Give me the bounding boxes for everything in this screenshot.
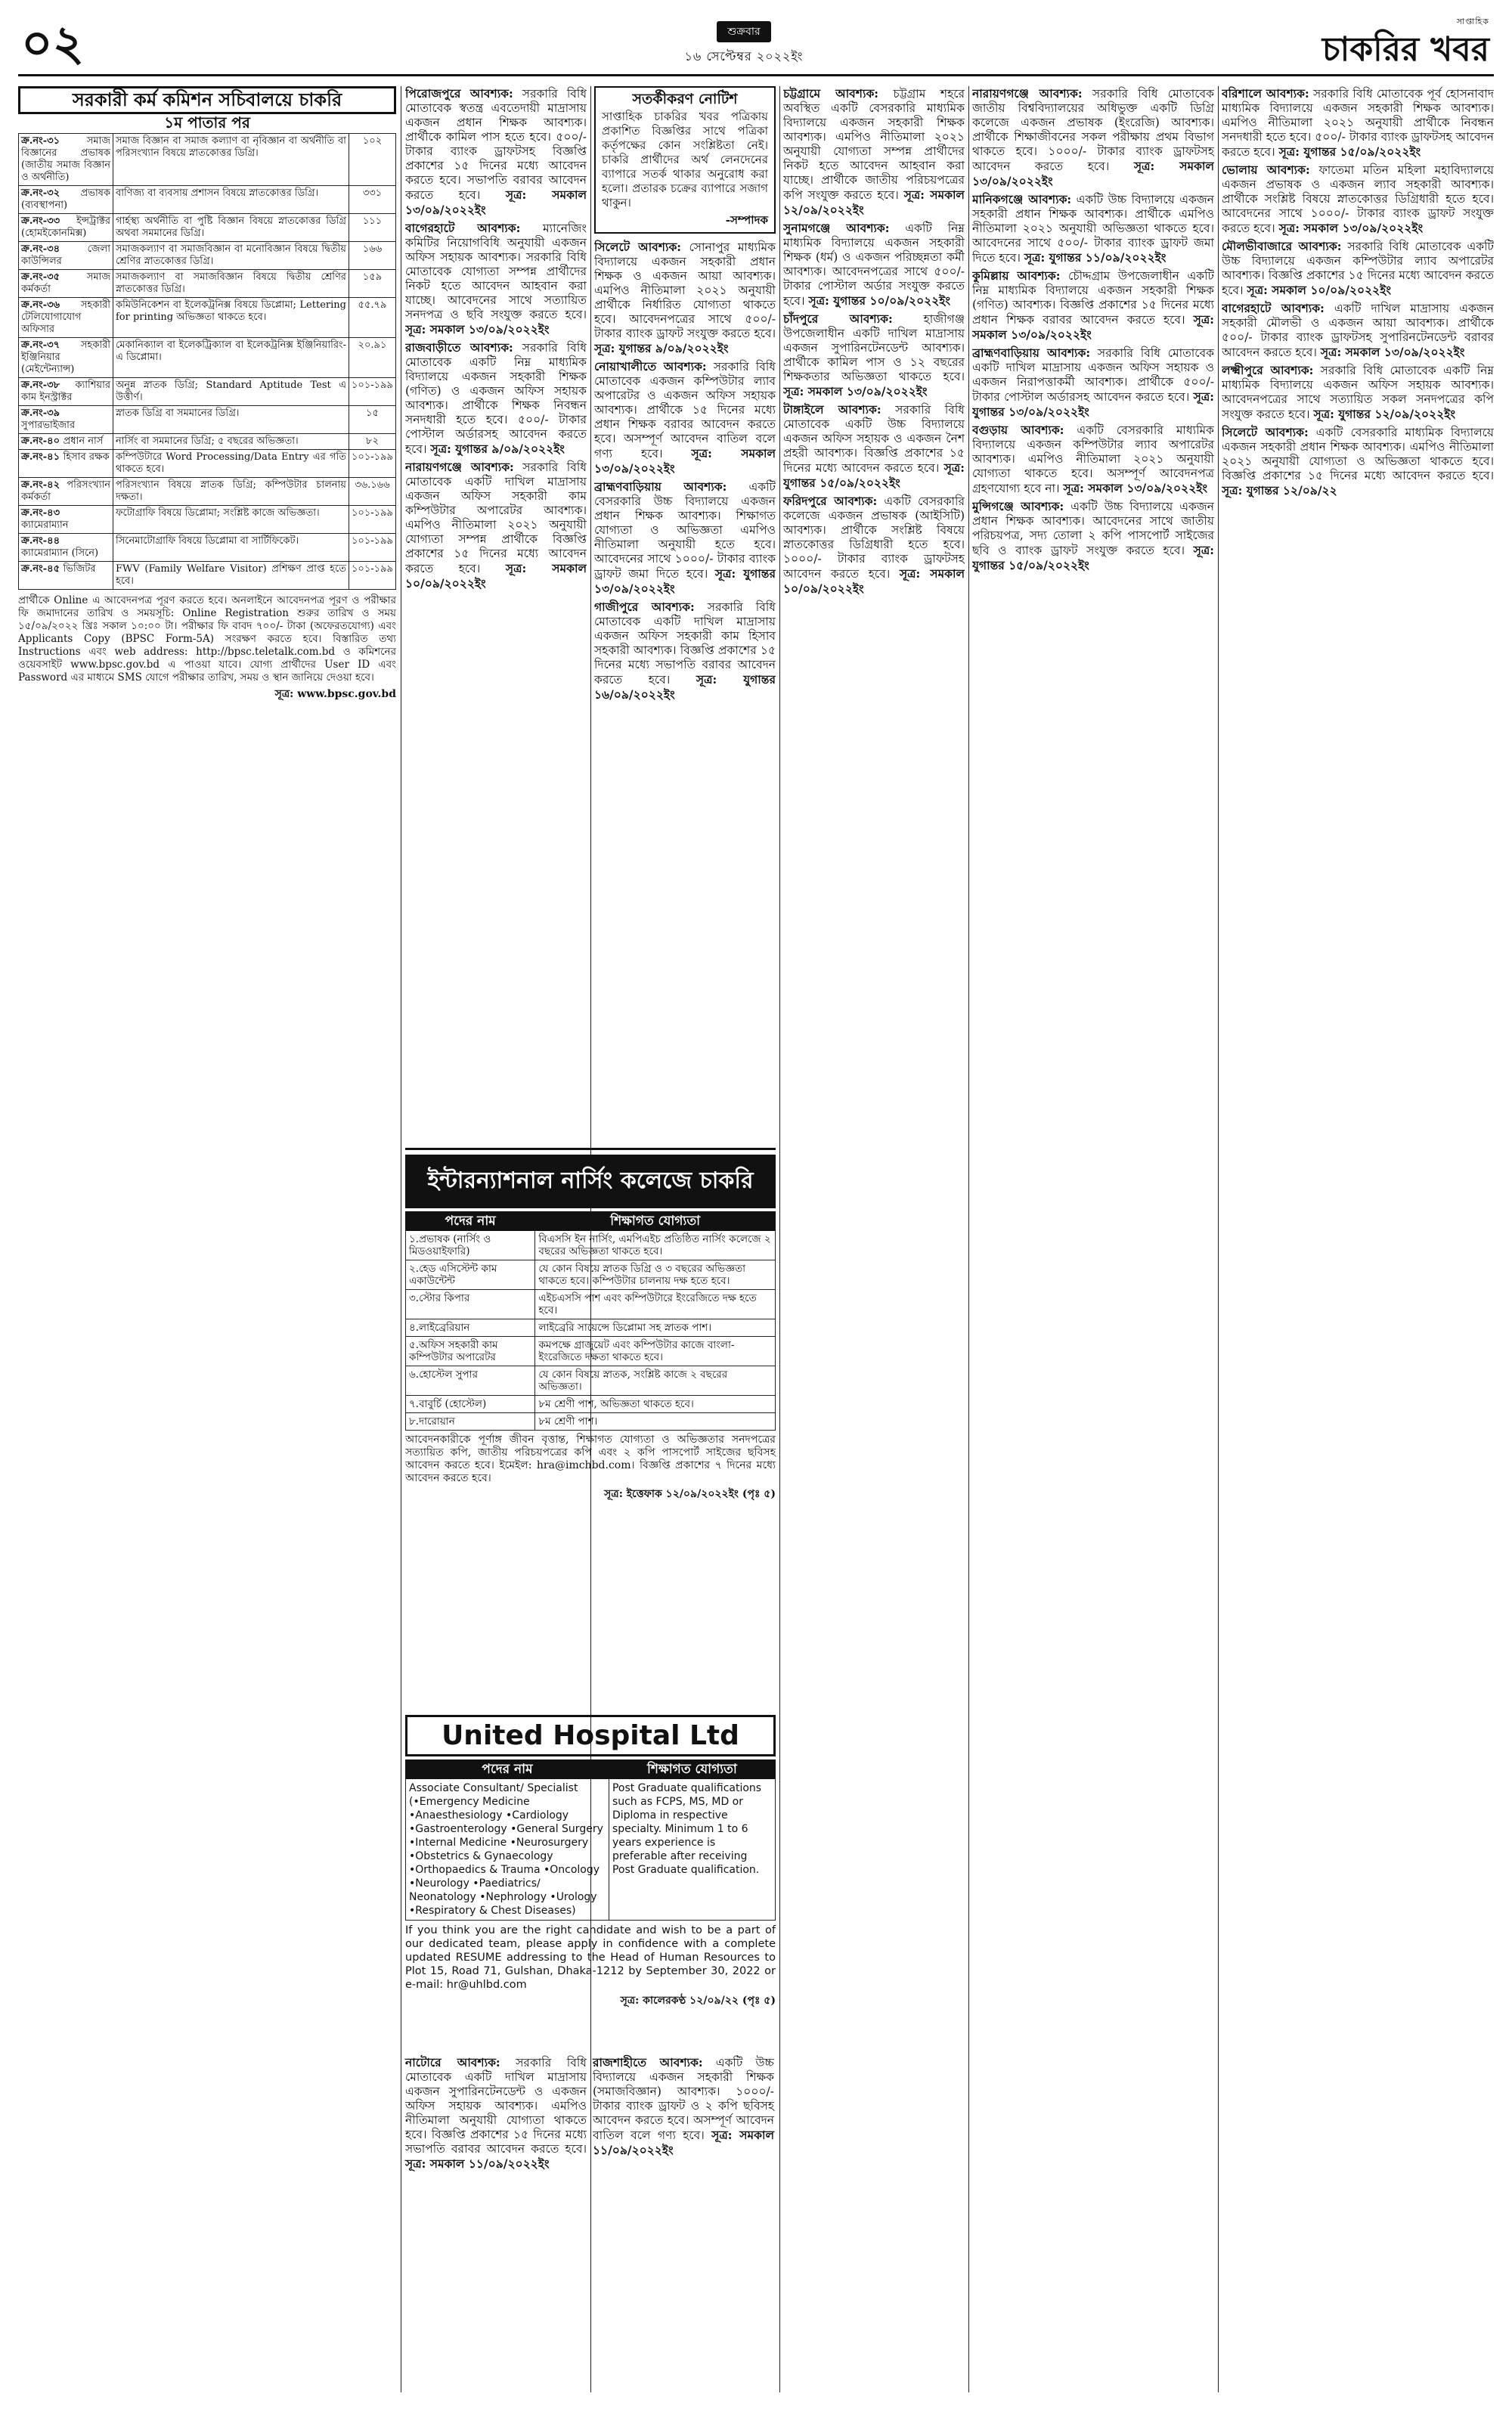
ad-body: একটি দাখিল মাদ্রাসায় একজন সহকারী মৌলভী ও একজন আয়া আবশ্যক। প্রার্থীকে ৫০০/- টাকার ব্যাংক ড্রাফটসহ সুপারিনটেনডেন্ট বরাবর আবেদন করতে হবে। [1222, 302, 1494, 359]
column-header-post: পদের নাম [406, 1760, 609, 1779]
ad-source: সূত্র: সমকাল ১৩/০৯/২০২২ইং [1063, 481, 1208, 495]
united-hospital-ad [405, 1715, 776, 2010]
ads-list [594, 240, 776, 702]
post-cell [19, 298, 113, 338]
ad-headline: লক্ষ্মীপুরে আবশ্যক: [1222, 363, 1314, 377]
post-cell [19, 134, 113, 186]
ad-body: সরকারি বিধি মোতাবেক স্বতন্ত্র এবতেদায়ী মাদ্রাসায় একজন প্রধান শিক্ষক আবশ্যক। প্রার্থীকে কামিল পাস হতে হবে। ৫০০/- টাকার ব্যাংক ড্রাফটসহ বিজ্ঞপ্তি প্রকাশের ১৫ দিনের মধ্যে আবেদন করতে হবে। সভাপতি বরাবর আবেদন করতে হবে। [405, 87, 587, 202]
post-serial: ক্র.নং-৩৫ [21, 271, 87, 283]
code-cell: ১০১-১৯৯ [349, 534, 395, 562]
ad-headline: সিলেটে আবশ্যক: [1222, 425, 1309, 439]
job-ad [405, 340, 587, 457]
post-cell [19, 478, 113, 506]
code-cell: ৩৬.১৬৬ [349, 478, 395, 506]
ad-headline: মুন্সিগঞ্জে আবশ্যক: [972, 499, 1064, 513]
post-cell: ৭.বাবুর্চি (হোস্টেল) [406, 1396, 535, 1413]
code-cell: ১৫৯ [349, 270, 395, 298]
requirement-cell: গার্হস্থ্য অর্থনীতি বা পুষ্টি বিজ্ঞান বিষয়ে স্নাতকোত্তর ডিগ্রি অথবা সমমানের ডিগ্রি। [113, 214, 349, 242]
code-cell: ১০২ [349, 134, 395, 186]
issue-date-text: ১৬ সেপ্টেম্বর ২০২২ইং [684, 49, 804, 64]
ad-headline: গাজীপুরে আবশ্যক: [594, 600, 695, 614]
brand-name: চাকরির খবর [1321, 30, 1489, 69]
requirement-cell: লাইব্রেরি সায়েন্সে ডিপ্লোমা সহ স্নাতক পাশ। [535, 1319, 776, 1337]
column-header-qualification: শিক্ষাগত যোগ্যতা [535, 1212, 776, 1231]
ad-headline: নোয়াখালীতে আবশ্যক: [594, 359, 707, 374]
ad-source: সূত্র: সমকাল ১৩/০৯/২০২২ইং [594, 446, 776, 476]
bpsc-notes: প্রার্থীকে Online এ আবেদনপত্র পূরণ করতে হবে। অনলাইনে আবেদনপত্র পূরণ ও পরীক্ষার ফি জমাদানের তারিখ ও সময়সূচি: Online Registration শুরুর তারিখ ও সময় ১৫/০৯/২০২২ খ্রিঃ সকাল ১০:০০ টা। পরীক্ষার ফি বাবদ ৭০০/- টাকা (অফেরতযোগ্য) এবং Applicants Copy (BPSC Form-5A) সংরক্ষণ করতে হবে। বিস্তারিত তথ্য Instructions এবং web address: http://bpsc.teletalk.com.bd ও কমিশনের ওয়েবসাইট www.bpsc.gov.bd এ পাওয়া যাবে। যোগ্য প্রার্থীদের User ID এবং Password এর মাধ্যমে SMS যোগে পরীক্ষার তারিখ, সময় ও স্থান জানিয়ে দেওয়া হবে। [18, 594, 396, 684]
table-row [406, 1396, 776, 1413]
job-ad [1222, 163, 1494, 236]
post-serial: ক্র.নং-৪৪ [21, 535, 60, 547]
code-cell: ৮২ [349, 434, 395, 450]
job-ad [783, 221, 965, 308]
ads-column-6 [1222, 86, 1494, 2392]
job-ad [783, 402, 965, 491]
post-serial: ক্র.নং-৪০ [21, 436, 64, 447]
nursing-apply-instructions: আবেদনকারীকে পূর্ণাঙ্গ জীবন বৃত্তান্ত, শিক্ষাগত যোগ্যতা ও অভিজ্ঞতার সনদপত্রের সত্যায়িত কপি, জাতীয় পরিচয়পত্রের কপি এবং ২ কপি পাসপোর্ট সাইজের ছবিসহ আবেদন করতে হবে। ইমেইল: hra@imchbd.com। বিজ্ঞপ্তি প্রকাশের ৭ দিনের মধ্যে আবেদন করতে হবে। [405, 1434, 776, 1484]
post-cell: ৫.অফিস সহকারী কাম কম্পিউটার অপারেটর [406, 1337, 535, 1366]
table-row [19, 298, 396, 338]
ad-source: সূত্র: যুগান্তর ৯/০৯/২০২২ইং [430, 442, 565, 456]
ads-column-3 [594, 86, 776, 1141]
ad-source: সূত্র: যুগান্তর ১২/০৯/২২ [1222, 483, 1337, 498]
post-name: ক্যামেরাম্যান (সিনে) [21, 547, 99, 559]
post-name: সমাজ বিজ্ঞানের প্রভাষক (জাতীয় সমাজ বিজ্ঞান ও অর্থনীতি) [21, 135, 110, 183]
job-ad [594, 240, 776, 356]
requirement-cell: স্নাতক ডিগ্রি বা সমমানের ডিগ্রি। [113, 406, 349, 434]
requirement-cell: সিনেমাটোগ্রাফি বিষয়ে ডিপ্লোমা বা সার্টিফিকেট। [113, 534, 349, 562]
post-cell: ৮.দারোয়ান [406, 1413, 535, 1431]
ad-source: সূত্র: যুগান্তর ১৩/০৯/২০২২ইং [972, 389, 1214, 419]
united-hospital-table [405, 1759, 776, 1921]
table-row [406, 1231, 776, 1260]
ad-source: সূত্র: সমকাল ১০/০৯/২০২২ইং [1247, 283, 1391, 297]
ad-body: একটি বেসরকারি মাধ্যমিক বিদ্যালয়ে একজন কম্পিউটার ল্যাব অপারেটর আবশ্যক। এমপিও নীতিমালা ২০২১ অনুযায়ী যোগ্যতা থাকতে হবে। অসম্পূর্ণ আবেদনপত্র গ্রহণযোগ্য হবে না। [972, 423, 1214, 495]
ad-headline: নারায়ণগঞ্জে আবশ্যক: [972, 86, 1083, 101]
code-cell: ৩৩১ [349, 186, 395, 214]
ad-source: সূত্র: সমকাল ১১/০৯/২০২২ইং [405, 2156, 550, 2171]
post-name: ক্যামেরাম্যান [21, 519, 69, 531]
ad-source: সূত্র: সমকাল ১৩/০৯/২০২২ইং [972, 312, 1214, 342]
job-ad [783, 86, 965, 218]
ad-source: সূত্র: সমকাল ১০/০৯/২০২২ইং [783, 566, 965, 596]
ad-headline: ব্রাহ্মণবাড়িয়ায় আবশ্যক: [594, 479, 727, 494]
bpsc-column [18, 86, 396, 2392]
ad-headline: মৌলভীবাজারে আবশ্যক: [1222, 239, 1342, 253]
ad-body: সরকারি বিধি মোতাবেক একটি নিম্ন মাধ্যমিক বিদ্যালয়ে একজন সহকারী শিক্ষক (গণিত) ও একজন অফিস সহায়ক আবশ্যক। প্রার্থীকে শিক্ষক নিবন্ধন সনদধারী হতে হবে। ৫০০/- টাকার পোস্টাল অর্ডারসহ আবেদন করতে হবে। [405, 341, 587, 456]
post-serial: ক্র.নং-৪৩ [21, 507, 60, 519]
post-name: ভিজিটর [63, 563, 96, 575]
ad-body: সরকারি বিধি মোতাবেক জাতীয় বিশ্ববিদ্যালয়ের অধিভুক্ত একটি ডিগ্রি কলেজে একজন প্রভাষক (ইংরেজি) আবশ্যক। প্রার্থীকে শিক্ষাজীবনের সকল পরীক্ষায় প্রথম বিভাগ থাকতে হবে। ১০০০/- টাকার ব্যাংক ড্রাফটসহ আবেদন করতে হবে। [972, 87, 1214, 173]
ad-source: সূত্র: সমকাল ১৩/০৯/২০২২ইং [405, 322, 550, 336]
post-cell [19, 242, 113, 270]
post-cell [19, 270, 113, 298]
job-ad [972, 346, 1214, 420]
nursing-source: সূত্র: ইত্তেফাক ১২/০৯/২০২২ইং (পৃঃ ৫) [604, 1488, 776, 1500]
ad-source: সূত্র: যুগান্তর ১৩/০৯/২০২২ইং [594, 566, 776, 596]
post-serial: ক্র.নং-৩১ [21, 135, 87, 147]
table-row [19, 186, 396, 214]
table-row [19, 434, 396, 450]
nursing-ad-title: ইন্টারন্যাশনাল নার্সিং কলেজে চাকরি [405, 1155, 776, 1208]
table-row [19, 562, 396, 590]
post-serial: ক্র.নং-৩৬ [21, 299, 81, 311]
ad-source: সূত্র: সমকাল ১০/০৯/২০২২ইং [405, 561, 587, 591]
ad-source: সূত্র: সমকাল ১২/০৯/২০২২ইং [783, 188, 965, 217]
issue-day: শুক্রবার [717, 21, 770, 42]
job-ad [405, 460, 587, 591]
post-name: হিসাব রক্ষক [63, 451, 110, 463]
table-row [406, 1260, 776, 1290]
requirement-cell: কম্পিউটারে Word Processing/Data Entry এর গতি থাকতে হবে। [113, 450, 349, 478]
code-cell: ১৬৬ [349, 242, 395, 270]
warning-notice [594, 86, 776, 234]
code-cell: ১০১-১৯৯ [349, 378, 395, 406]
job-ad [972, 192, 1214, 265]
ad-source: সূত্র: সমকাল ১৩/০৯/২০২২ইং [783, 384, 928, 398]
requirement-cell: নার্সিং বা সমমানের ডিগ্রি; ৫ বছরের অভিজ্ঞতা। [113, 434, 349, 450]
ad-source: সূত্র: যুগান্তর ৯/০৯/২০২২ইং [594, 341, 729, 355]
post-cell [19, 434, 113, 450]
table-row [406, 1413, 776, 1431]
nursing-college-ad [405, 1148, 776, 1503]
newspaper-page [18, 14, 1494, 2395]
post-name: প্রভাষক (ব্যবস্থাপনা) [21, 188, 110, 211]
requirement-cell: পরিসংখ্যান বিষয়ে স্নাতক ডিগ্রি; কম্পিউটার চালনায় দক্ষতা। [113, 478, 349, 506]
page-number: ০২ [21, 15, 85, 72]
united-source: সূত্র: কালেরকণ্ঠ ১২/০৯/২২ (পৃঃ ৫) [620, 1995, 776, 2007]
job-ad [1222, 363, 1494, 422]
post-cell: ৪.লাইব্রেরিয়ান [406, 1319, 535, 1337]
ad-body: চট্টগ্রাম শহরে অবস্থিত একটি বেসরকারি মাধ্যমিক বিদ্যালয়ে একজন সহকারী শিক্ষক আবশ্যক। এমপিও নীতিমালা ২০২১ অনুযায়ী যোগ্যতা সম্পন্ন প্রার্থীদের নিকট হতে আবেদন আহবান করা যাচ্ছে। প্রার্থীকে জাতীয় পরিচয়পত্রের কপি সংযুক্ত করতে হবে। [783, 87, 965, 202]
ad-body: হাজীগঞ্জ উপজেলাধীন একটি দাখিল মাদ্রাসায় একজন সুপারিনটেনডেন্ট আবশ্যক। প্রার্থীকে কামিল পাস ও ১২ বছরের শিক্ষকতার অভিজ্ঞতা থাকতে হবে। [783, 312, 965, 383]
masthead [18, 14, 1494, 76]
post-cell [19, 450, 113, 478]
requirement-cell: যে কোন বিষয়ে স্নাতক, সংশ্লিষ্ট কাজে ২ বছরের অভিজ্ঞতা। [535, 1366, 776, 1396]
ad-source: সূত্র: সমকাল ১১/০৯/২০২২ইং [593, 2128, 774, 2157]
job-ad [405, 2055, 587, 2172]
ad-headline: বাগেরহাটে আবশ্যক: [405, 221, 521, 235]
ad-headline: নারায়ণগঞ্জে আবশ্যক: [405, 460, 514, 474]
column-divider [968, 86, 969, 2392]
ad-body: সরকারি বিধি মোতাবেক একটি উচ্চ বিদ্যালয়ে একজন কম্পিউটার ল্যাব অপারেটর আবশ্যক। বিজ্ঞপ্তি প্রকাশের ১৫ দিনের মধ্যে আবেদন করতে হবে। [1222, 240, 1494, 297]
job-ad [594, 359, 776, 476]
ad-source: সূত্র: যুগান্তর ১৫/০৯/২০২২ইং [972, 543, 1214, 572]
post-serial: ক্র.নং-৩২ [21, 188, 81, 199]
job-ad [783, 312, 965, 399]
ad-source: সূত্র: যুগান্তর ১১/০৯/২০২২ইং [1024, 250, 1167, 265]
requirement-cell: যে কোন বিষয়ে স্নাতক ডিগ্রি ও ৩ বছরের অভিজ্ঞতা থাকতে হবে। কম্পিউটার চালনায় দক্ষ হতে হবে। [535, 1260, 776, 1290]
ad-body: একটি উচ্চ বিদ্যালয়ে একজন সহকারী প্রধান শিক্ষক আবশ্যক। প্রার্থীকে এমপিও নীতিমালা ২০২১ অনুযায়ী অভিজ্ঞতা থাকতে হবে। আবেদনের সাথে ৫০০/- টাকার ব্যাংক ড্রাফট জমা দিতে হবে। [972, 193, 1214, 265]
bpsc-posts-table [18, 133, 396, 590]
ad-body: একটি বেসরকারি কলেজে একজন প্রভাষক (আইসিটি) আবশ্যক। প্রার্থীকে সংশ্লিষ্ট বিষয়ে স্নাতকোত্তর ডিগ্রিধারী হতে হবে। ১০০০/- টাকার ব্যাংক ড্রাফটসহ আবেদন করতে হবে। [783, 495, 965, 581]
job-ad [593, 2055, 774, 2158]
column-divider [1218, 86, 1219, 2392]
post-cell [19, 214, 113, 242]
table-row [19, 378, 396, 406]
ad-body: একটি বেসরকারি মাধ্যমিক বিদ্যালয়ে একজন সহকারী প্রধান শিক্ষক আবশ্যক। এমপিও নীতিমালা ২০২১ অনুযায়ী যোগ্যতা ও অভিজ্ঞতা থাকতে হবে। বিজ্ঞপ্তি প্রকাশের ১৫ দিনের মধ্যে আবেদন করতে হবে। [1222, 426, 1494, 482]
ad-source: সূত্র: সমকাল ১৩/০৯/২০২২ইং [1278, 221, 1424, 235]
requirement-cell: মেকানিক্যাল বা ইলেকট্রিক্যাল বা ইলেকট্রনিক্স ইঞ্জিনিয়ারিং-এ ডিপ্লোমা। [113, 338, 349, 378]
ad-body: সরকারি বিধি মোতাবেক একটি নিম্ন মাধ্যমিক বিদ্যালয়ে একজন অফিস সহায়ক আবশ্যক। আবেদনপত্রের সাথে সত্যায়িত সকল সনদপত্রের কপি সংযুক্ত করতে হবে। [1222, 364, 1494, 421]
united-requirements: Post Graduate qualifications such as FCPS, MS, MD or Diploma in respective specialty. Minimum 1 to 6 years experience is preferable after receiving Post Graduate qualification. [609, 1779, 775, 1921]
bottom-ad-column [405, 2055, 587, 2175]
job-ad [972, 423, 1214, 496]
ad-source: সূত্র: সমকাল ১৩/০৯/২০২২ইং [1320, 345, 1465, 359]
table-row [19, 242, 396, 270]
post-cell [19, 338, 113, 378]
ad-body: সরকারি বিধি মোতাবেক একটি উচ্চ বিদ্যালয়ে একজন অফিস সহায়ক ও একজন নৈশ প্রহরী আবশ্যক। বিজ্ঞপ্তি প্রকাশের ১৫ দিনের মধ্যে আবেদন করতে হবে। [783, 403, 965, 475]
nursing-posts-table [405, 1211, 776, 1431]
table-row [19, 534, 396, 562]
ad-body: সরকারি বিধি মোতাবেক একজন কম্পিউটার ল্যাব অপারেটর ও একজন অফিস সহায়ক আবশ্যক। প্রার্থীকে ১৫ দিনের মধ্যে প্রধান শিক্ষক বরাবর আবেদন করতে হবে। অসম্পূর্ণ আবেদন বাতিল বলে গণ্য হবে। [594, 360, 776, 460]
bpsc-source: সূত্র: www.bpsc.gov.bd [274, 688, 396, 700]
issue-date [631, 21, 857, 67]
code-cell: ২০.৯১ [349, 338, 395, 378]
code-cell: ১০১-১৯৯ [349, 450, 395, 478]
job-ad [972, 268, 1214, 343]
ad-source: সূত্র: যুগান্তর ১৬/০৯/২০২২ইং [594, 672, 776, 702]
job-ad [1222, 301, 1494, 360]
requirement-cell: ৮ম শ্রেণী পাশ। [535, 1413, 776, 1431]
ad-body: ফাতেমা মতিন মহিলা মহাবিদ্যালয়ে একজন প্রভাষক ও একজন ল্যাব সহকারী আবশ্যক। প্রার্থীকে সংশ্লিষ্ট বিষয়ে স্নাতকোত্তর ডিগ্রিধারী হতে হবে। আবেদনের সাথে ১০০০/- টাকার ব্যাংক ড্রাফট সংযুক্ত করতে হবে। [1222, 163, 1494, 235]
code-cell: ১০১-১৯৯ [349, 562, 395, 590]
table-row [19, 214, 396, 242]
table-row [406, 1290, 776, 1319]
post-cell: ১.প্রভাষক (নার্সিং ও মিডওয়াইফারি) [406, 1231, 535, 1260]
requirement-cell: বিএসসি ইন নার্সিং, এমপিএইচ প্রতিষ্ঠিত নার্সিং কলেজে ২ বছরের অভিজ্ঞতা থাকতে হবে। [535, 1231, 776, 1260]
code-cell: ৫৫.৭৯ [349, 298, 395, 338]
job-ad [972, 499, 1214, 573]
bottom-ads [405, 2055, 776, 2175]
post-cell: ৬.হোস্টেল সুপার [406, 1366, 535, 1396]
united-apply-instructions: If you think you are the right candidate and wish to be a part of our dedicated team, please apply in confidence with a complete updated RESUME addressing to the Head of Human Resources to Plot 15, Road 71, Gulshan, Dhaka-1212 by September 30, 2022 or e-mail: hr@uhlbd.com [405, 1924, 776, 1991]
post-name: জেলা কাউন্সিলর [21, 243, 110, 267]
united-posts: Associate Consultant/ Specialist (•Emergency Medicine •Anaesthesiology •Cardiology •Gastroenterology •General Surgery •Internal Medicine •Neurosurgery •Obstetrics & Gynaecology •Orthopaedics & Trauma •Oncology •Neurology •Paediatrics/ Neonatology •Nephrology •Urology •Respiratory & Chest Diseases) [406, 1779, 609, 1921]
ad-headline: ভোলায় আবশ্যক: [1222, 163, 1310, 177]
ad-source: সূত্র: যুগান্তর ১২/০৯/২০২২ইং [1313, 407, 1456, 421]
requirement-cell: সমাজকল্যাণ বা সমাজবিজ্ঞান বা মনোবিজ্ঞান বিষয়ে দ্বিতীয় শ্রেণির স্নাতকোত্তর ডিগ্রি। [113, 242, 349, 270]
bpsc-subtitle: ১ম পাতার পর [164, 113, 250, 132]
requirement-cell: বাণিজ্য বা ব্যবসায় প্রশাসন বিষয়ে স্নাতকোত্তর ডিগ্রি। [113, 186, 349, 214]
post-serial: ক্র.নং-৪২ [21, 479, 67, 491]
post-name: ইন্সট্রাক্টর (হোমইকোনমিক্স) [21, 215, 110, 239]
column-divider [779, 86, 780, 2392]
job-ad [1222, 425, 1494, 498]
requirement-cell: অনুন্ন স্নাতক ডিগ্রি; Standard Aptitude Test এ উত্তীর্ণ। [113, 378, 349, 406]
post-cell [19, 562, 113, 590]
notice-signature: -সম্পাদক [725, 213, 768, 227]
ad-body: সরকারি বিধি মোতাবেক একটি দাখিল মাদ্রাসায় একজন অফিস সহকারী কাম কম্পিউটার অপারেটর আবশ্যক। এমপিও নীতিমালা ২০২১ অনুযায়ী যোগ্যতা সম্পন্ন প্রার্থীকে বিজ্ঞপ্তি প্রকাশের ১৫ দিনের মধ্যে আবেদন করতে হবে। [405, 460, 587, 575]
post-serial: ক্র.নং-৩৯ [21, 408, 60, 419]
post-serial: ক্র.নং-৩৩ [21, 215, 76, 227]
table-row [19, 406, 396, 434]
job-ad [405, 86, 587, 218]
ad-body: একটি বেসরকারি উচ্চ বিদ্যালয়ে একজন প্রধান শিক্ষক আবশ্যক। শিক্ষাগত যোগ্যতা ও অভিজ্ঞতা এমপিও নীতিমালা অনুযায়ী হতে হবে। আবেদনের সাথে ১০০০/- টাকার ব্যাংক ড্রাফট জমা দিতে হবে। [594, 480, 776, 581]
ad-headline: চাঁদপুরে আবশ্যক: [783, 312, 893, 326]
table-row [19, 338, 396, 378]
table-row [406, 1319, 776, 1337]
ad-source: সূত্র: যুগান্তর ১৫/০৯/২০২২ইং [783, 460, 965, 490]
ad-headline: সিলেটে আবশ্যক: [594, 240, 682, 254]
post-serial: ক্র.নং-৩৭ [21, 339, 81, 351]
ad-source: সূত্র: যুগান্তর ১৫/০৯/২০২২ইং [1278, 144, 1421, 159]
table-row [19, 450, 396, 478]
requirement-cell: কমপক্ষে গ্রাজুয়েট এবং কম্পিউটার কাজে বাংলা-ইংরেজিতে দক্ষতা থাকতে হবে। [535, 1337, 776, 1366]
requirement-cell: FWV (Family Welfare Visitor) প্রশিক্ষণ প্রাপ্ত হতে হবে। [113, 562, 349, 590]
table-row [19, 506, 396, 534]
ads-column-5 [972, 86, 1214, 2392]
job-ad [594, 479, 776, 597]
post-name: সহকারী টেলিযোগাযোগ অফিসার [21, 299, 110, 335]
bpsc-title: সরকারী কর্ম কমিশন সচিবালয়ে চাকরি [18, 86, 396, 114]
table-row [406, 1366, 776, 1396]
ad-source: সূত্র: সমকাল ১৩/০৯/২০২২ইং [405, 188, 587, 217]
column-header-post: পদের নাম [406, 1212, 535, 1231]
requirement-cell: ৮ম শ্রেণী পাশ, অভিজ্ঞতা থাকতে হবে। [535, 1396, 776, 1413]
ad-headline: টাঙ্গাইলে আবশ্যক: [783, 402, 881, 417]
ad-body: সরকারি বিধি মোতাবেক একটি দাখিল মাদ্রাসায় একজন অফিস সহকারী কাম হিসাব সহকারী আবশ্যক। বিজ্ঞপ্তি প্রকাশের ১৫ দিনের মধ্যে সভাপতি বরাবর আবেদন করতে হবে। [594, 600, 776, 687]
table-row [19, 134, 396, 186]
ad-headline: মানিকগঞ্জে আবশ্যক: [972, 192, 1072, 206]
code-cell: ১১১ [349, 214, 395, 242]
ad-headline: চট্টগ্রামে আবশ্যক: [783, 86, 879, 101]
post-serial: ক্র.নং-৩৮ [21, 380, 76, 391]
ads-column-4 [783, 86, 965, 2392]
ad-source: সূত্র: যুগান্তর ১০/০৯/২০২২ইং [808, 293, 951, 308]
ad-body: সরকারি বিধি মোতাবেক একটি দাখিল মাদ্রাসায় একজন সুপারিনটেনডেন্ট ও একজন অফিস সহায়ক আবশ্যক। এমপিও নীতিমালা অনুযায়ী যোগ্যতা থাকতে হবে। বিজ্ঞপ্তি প্রকাশের ১৫ দিনের মধ্যে সভাপতি বরাবর আবেদন করতে হবে। [405, 2056, 587, 2156]
notice-title: সতর্কীকরণ নোটিশ [632, 91, 738, 107]
column-header-qualification: শিক্ষাগত যোগ্যতা [609, 1760, 775, 1779]
table-row [406, 1337, 776, 1366]
post-name: সমাজ কর্মকর্তা [21, 271, 110, 295]
ad-body: সোনাপুর মাধ্যমিক বিদ্যালয়ে একজন সহকারী প্রধান শিক্ষক ও একজন আয়া আবশ্যক। এমপিও নীতিমালা ২০২১ অনুযায়ী প্রার্থীকে নির্ধারিত যোগ্যতা থাকতে হবে। আবেদনপত্রের সাথে ৫০০/- টাকার ব্যাংক ড্রাফট সংযুক্ত করতে হবে। [594, 240, 776, 340]
ad-headline: পিরোজপুরে আবশ্যক: [405, 86, 513, 101]
post-cell [19, 406, 113, 434]
notice-body: সাপ্তাহিক চাকরির খবর পত্রিকায় প্রকাশিত বিজ্ঞপ্তির সাথে পত্রিকা কর্তৃপক্ষের কোন সংশ্লিষ্টতা নেই। চাকরি প্রার্থীদের অর্থ লেনদেনের ব্যাপারে সতর্ক থাকার অনুরোধ করা হলো। প্রতারক চক্রের ব্যাপারে সজাগ থাকুন। [602, 110, 768, 209]
ad-headline: ফরিদপুরে আবশ্যক: [783, 494, 878, 508]
brand-tag: সাপ্তাহিক [1456, 17, 1489, 26]
job-ad [594, 600, 776, 702]
requirement-cell: কমিউনিকেশন বা ইলেকট্রনিক্স বিষয়ে ডিপ্লোমা; Lettering for printing অভিজ্ঞতা থাকতে হবে। [113, 298, 349, 338]
job-ad [405, 221, 587, 337]
bottom-ad-column [593, 2055, 774, 2161]
ad-body: চৌদ্দগ্রাম উপজেলাধীন একটি নিম্ন মাধ্যমিক বিদ্যালয়ে একজন সহকারী শিক্ষক (গণিত) আবশ্যক। বিজ্ঞপ্তি প্রকাশের ১৫ দিনের মধ্যে প্রধান শিক্ষক বরাবর আবেদন করতে হবে। [972, 269, 1214, 327]
ad-body: একটি উচ্চ বিদ্যালয়ে একজন সহকারী শিক্ষক (সমাজবিজ্ঞান) আবশ্যক। ১০০০/- টাকার ব্যাংক ড্রাফট ও ২ কপি ছবিসহ আবেদন করতে হবে। অসম্পূর্ণ আবেদন বাতিল বলে গণ্য হবে। [593, 2056, 774, 2142]
post-cell [19, 186, 113, 214]
ads-column-2 [405, 86, 587, 1141]
post-cell [19, 534, 113, 562]
ad-headline: নাটোরে আবশ্যক: [405, 2055, 500, 2070]
ad-headline: কুমিল্লায় আবশ্যক: [972, 268, 1061, 283]
job-ad [1222, 86, 1494, 160]
ad-headline: রাজবাড়ীতে আবশ্যক: [405, 340, 513, 355]
requirement-cell: সমাজ বিজ্ঞান বা সমাজ কল্যাণ বা নৃবিজ্ঞান বা অর্থনীতি বা পরিসংখ্যান বিষয়ে স্নাতকোত্তর ডিগ্রি। [113, 134, 349, 186]
post-name: পরিসংখ্যান কর্মকর্তা [21, 479, 110, 503]
ad-headline: বরিশালে আবশ্যক: [1222, 86, 1309, 101]
brand-logo [1322, 15, 1489, 70]
united-hospital-title: United Hospital Ltd [405, 1715, 776, 1756]
post-name: সুপারভাইজার [21, 420, 76, 431]
code-cell: ১০১-১৯৯ [349, 506, 395, 534]
post-cell: ৩.স্টোর কিপার [406, 1290, 535, 1319]
post-serial: ক্র.নং-৪৫ [21, 563, 64, 575]
ad-headline: রাজশাহীতে আবশ্যক: [593, 2055, 703, 2070]
ad-body: সরকারি বিধি মোতাবেক পূর্ব হোসনাবাদ মাধ্যমিক বিদ্যালয়ে একজন সহকারী শিক্ষক আবশ্যক। এমপিও নীতিমালা ২০২১ অনুযায়ী প্রার্থীকে নিবন্ধন সনদধারী হতে হবে। ৫০০/- টাকার ব্যাংক ড্রাফটসহ আবেদন করতে হবে। [1222, 87, 1494, 159]
ad-headline: বগুড়ায় আবশ্যক: [972, 423, 1064, 437]
post-cell: ২.হেড এসিস্টেন্ট কাম একাউন্টেন্ট [406, 1260, 535, 1290]
ad-headline: বাগেরহাটে আবশ্যক: [1222, 301, 1325, 315]
table-row [19, 270, 396, 298]
table-row [19, 478, 396, 506]
job-ad [972, 86, 1214, 189]
requirement-cell: ফটোগ্রাফি বিষয়ে ডিপ্লোমা; সংশ্লিষ্ট কাজে অভিজ্ঞতা। [113, 506, 349, 534]
post-name: ক্যাশিয়ার কাম ইনস্ট্রাক্টর [21, 380, 110, 403]
ad-body: সরকারি বিধি মোতাবেক একটি দাখিল মাদ্রাসায় একজন অফিস সহায়ক ও একজন নিরাপত্তাকর্মী আবশ্যক। প্রার্থীকে ৫০০/- টাকার পোস্টাল অর্ডারসহ আবেদন করতে হবে। [972, 346, 1214, 404]
ad-body: একটি উচ্চ বিদ্যালয়ে একজন প্রধান শিক্ষক আবশ্যক। আবেদনের সাথে জাতীয় পরিচয়পত্র, সদ্য তোলা ২ কপি পাসপোর্ট সাইজের ছবি ও ব্যাংক ড্রাফট সংযুক্ত করতে হবে। [972, 500, 1214, 557]
ad-headline: সুনামগঞ্জে আবশ্যক: [783, 221, 890, 235]
ad-source: সূত্র: সমকাল ১৩/০৯/২০২২ইং [972, 159, 1214, 188]
job-ad [1222, 239, 1494, 298]
code-cell: ১৫ [349, 406, 395, 434]
job-ad [783, 494, 965, 597]
requirement-cell: এইচএসসি পাশ এবং কম্পিউটারে ইংরেজিতে দক্ষ হতে হবে। [535, 1290, 776, 1319]
post-cell [19, 378, 113, 406]
post-cell [19, 506, 113, 534]
post-name: প্রধান নার্স [63, 436, 104, 447]
table-row [406, 1779, 776, 1921]
post-serial: ক্র.নং-৪১ [21, 451, 64, 463]
ad-headline: ব্রাহ্মণবাড়িয়ায় আবশ্যক: [972, 346, 1091, 360]
post-serial: ক্র.নং-৩৪ [21, 243, 88, 255]
post-name: সহকারী ইঞ্জিনিয়ার (মেইন্টেন্যান্স) [21, 339, 110, 375]
ad-body: একটি নিম্ন মাধ্যমিক বিদ্যালয়ে একজন সহকারী শিক্ষক (ধর্ম) ও একজন পরিচ্ছন্নতা কর্মী আবশ্যক। আবেদনপত্রের সাথে ৫০০/- টাকার পোস্টাল অর্ডার সংযুক্ত করতে হবে। [783, 222, 965, 308]
requirement-cell: সমাজকল্যাণ বা সমাজবিজ্ঞান বিষয়ে দ্বিতীয় শ্রেণির স্নাতকোত্তর ডিগ্রি। [113, 270, 349, 298]
ad-body: ম্যানেজিং কমিটির নিয়োগবিধি অনুযায়ী একজন অফিস সহায়ক আবশ্যক। সরকারি বিধি মোতাবেক যোগ্যতা সম্পন্ন প্রার্থীদের নিকট হতে আবেদন আহবান করা যাচ্ছে। আবেদনের সাথে সত্যায়িত সনদপত্র ও ছবি সংযুক্ত করতে হবে। [405, 222, 587, 321]
